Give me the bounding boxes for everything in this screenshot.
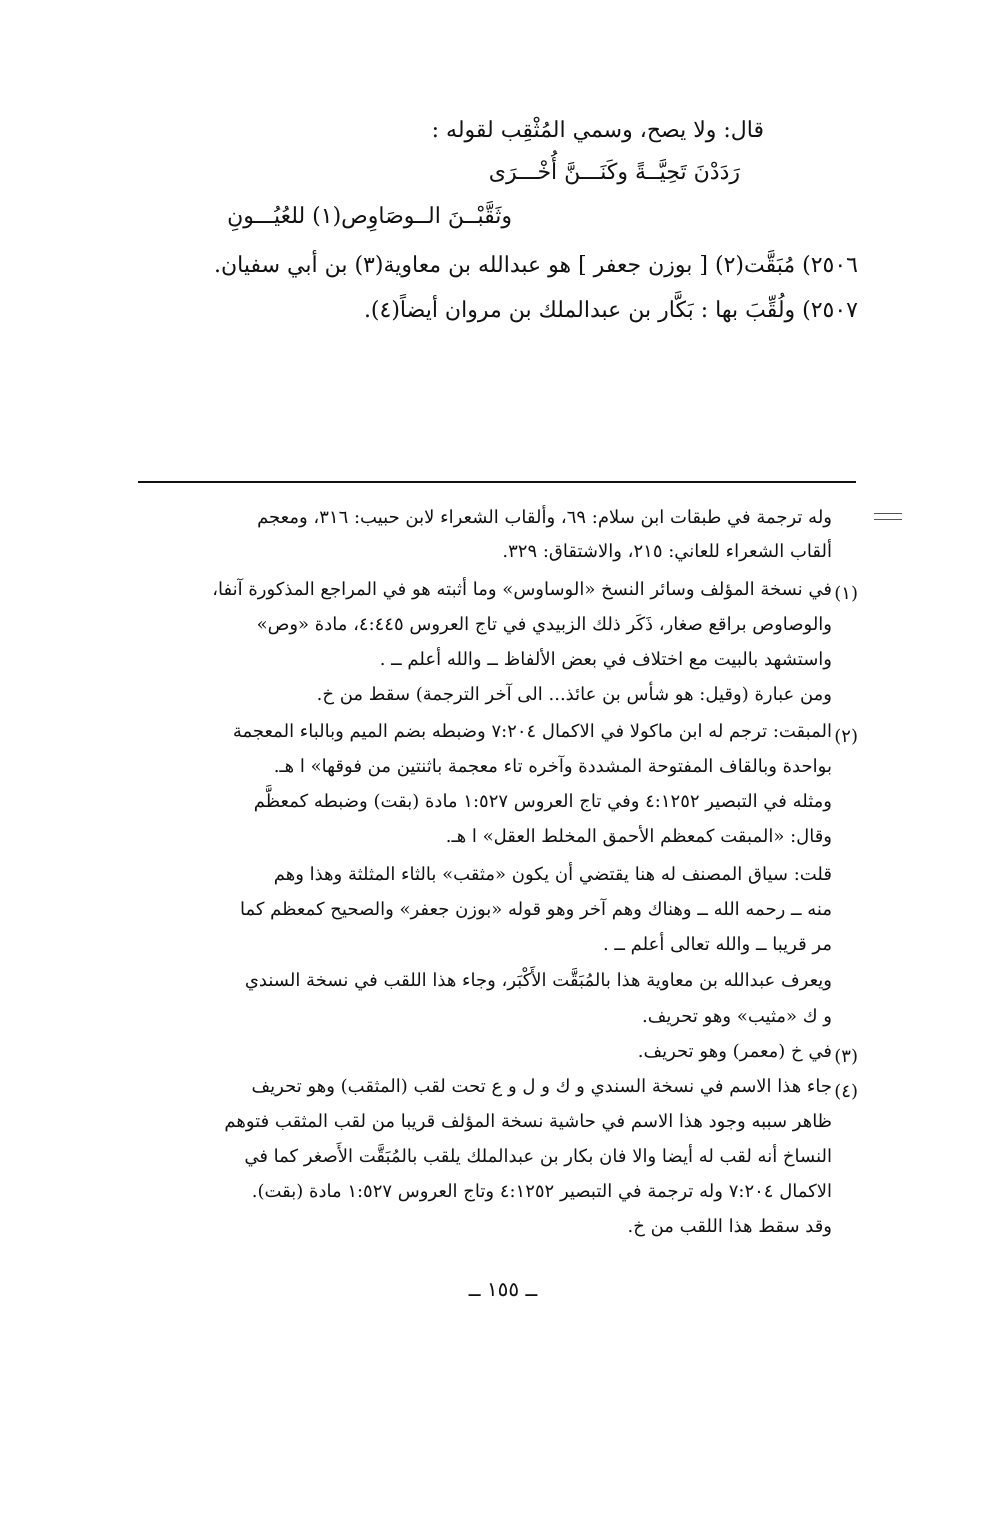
footnote-2-line: و ك «مثيب» وهو تحريف. (641, 1006, 832, 1027)
intro-line: قال: ولا يصح، وسمي المُثْقِب لقوله : (431, 118, 764, 143)
footnote-1-line: والوصاوص براقع صغار، ذَكَر ذلك الزبيدي في تاج العروس ٤:٤٤٥، مادة «وص» (256, 614, 832, 635)
verse-first-hemistich: رَدَدْنَ تَحِيَّــةً وكَنَـــنَّ أُخْـــرَى (488, 160, 740, 185)
footnote-2-line: قلت: سياق المصنف له هنا يقتضي أن يكون «مثقب» بالثاء المثلثة وهذا وهم (273, 864, 832, 885)
footnote-2-line: بواحدة وبالقاف المفتوحة المشددة وآخره تاء معجمة باثنتين من فوقها» ا هـ. (273, 756, 832, 777)
footnote-1-line: في نسخة المؤلف وسائر النسخ «الوساوس» وما أثبته هو في المراجع المذكورة آنفا، (212, 579, 832, 600)
footnote-1-line: ومن عبارة (وقيل: هو شأس بن عائذ... الى آخر الترجمة) سقط من خ. (316, 684, 832, 705)
footnote-4-line: الاكمال ٧:٢٠٤ وله ترجمة في التبصير ٤:١٢٥٢ وتاج العروس ١:٥٢٧ مادة (بقت). (251, 1181, 832, 1202)
footnote-2-line: ويعرف عبدالله بن معاوية هذا بالمُبَقَّت الأَكْبَر، وجاء هذا اللقب في نسخة السندي (244, 970, 832, 991)
footnote-2-line: مر قريبا ــ والله تعالى أعلم ــ . (602, 934, 832, 955)
footnote-2-line: منه ــ رحمه الله ــ وهناك وهم آخر وهو قوله «بوزن جعفر» والصحيح كمعظم كما (240, 899, 832, 920)
footnote-number: (٤) (834, 1081, 858, 1102)
footnote-intro-line: وله ترجمة في طبقات ابن سلام: ٦٩، وألقاب الشعراء لابن حبيب: ٣١٦، ومعجم (257, 507, 832, 528)
footnote-number: (٣) (834, 1046, 858, 1067)
footnote-2-line: وقال: «المبقت كمعظم الأحمق المخلط العقل» ا هـ. (445, 826, 832, 847)
footnote-number: (٢) (834, 726, 858, 747)
footnote-4-line: ظاهر سببه وجود هذا الاسم في حاشية نسخة المؤلف قريبا من لقب المثقب فتوهم (224, 1111, 832, 1132)
footnote-1-line: واستشهد بالبيت مع اختلاف في بعض الألفاظ ــ والله أعلم ــ . (379, 649, 832, 670)
verse-second-hemistich: وثَقَّبْــنَ الــوصَاوِص(١) للعُيُـــونِ (227, 204, 512, 229)
footnote-4-line: النساخ أنه لقب له أيضا والا فان بكار بن عبدالملك يلقب بالمُبَقَّت الأَصغر كما في (244, 1146, 832, 1167)
footnote-intro-line: ألقاب الشعراء للعاني: ٢١٥، والاشتقاق: ٣٢٩. (502, 541, 832, 562)
footnote-4-line: جاء هذا الاسم في نسخة السندي و ك و ل و ع تحت لقب (المثقب) وهو تحريف (251, 1076, 832, 1097)
margin-mark (874, 513, 902, 520)
footnote-4-line: وقد سقط هذا اللقب من خ. (627, 1216, 832, 1237)
footnote-2-line: ومثله في التبصير ٤:١٢٥٢ وفي تاج العروس ١:٥٢٧ مادة (بقت) وضبطه كمعظَّم (253, 791, 832, 812)
footnote-separator (138, 481, 856, 483)
footnote-2-line: المبقت: ترجم له ابن ماكولا في الاكمال ٧:٢٠٤ وضبطه بضم الميم وبالباء المعجمة (232, 721, 832, 742)
page-number: ــ ١٥٥ ــ (468, 1277, 538, 1301)
footnote-3-line: في خ (معمر) وهو تحريف. (637, 1041, 832, 1062)
entry-2507: ٢٥٠٧) ولُقِّبَ بها : بَكَّار بن عبدالملك بن مروان أيضاً(٤). (363, 298, 858, 323)
entry-2506: ٢٥٠٦) مُبَقَّت(٢) [ بوزن جعفر ] هو عبدالله بن معاوية(٣) بن أبي سفيان. (213, 253, 858, 278)
footnote-number: (١) (834, 583, 858, 604)
